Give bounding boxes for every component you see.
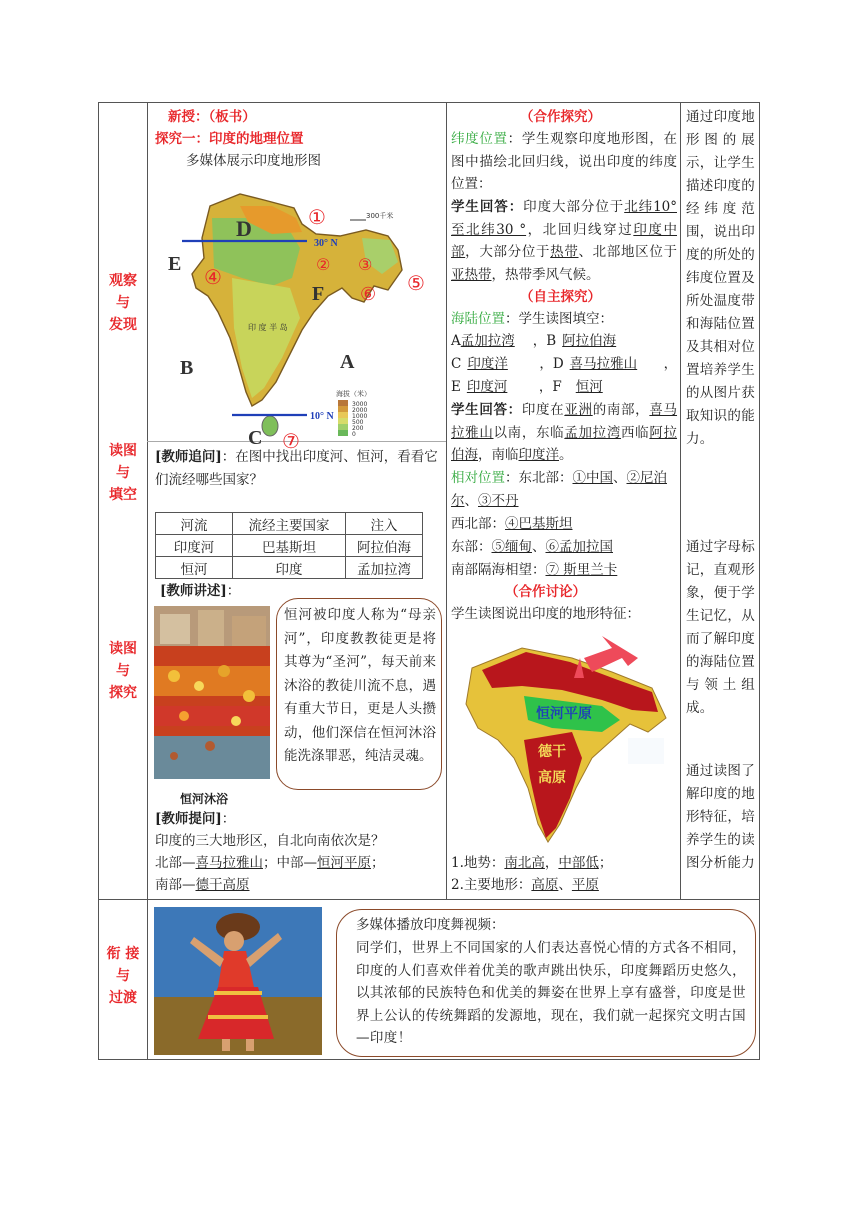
design-note-2: 通过字母标记，直观形象，便于学生记忆，从而了解印度的海陆位置与领土组成。	[686, 539, 755, 716]
terrain-question: 印度的三大地形区，自北向南依次是？	[155, 833, 385, 849]
fill-line-ab: A孟加拉湾 ，B 阿拉伯海	[451, 333, 617, 349]
svg-text:3000: 3000	[352, 401, 368, 408]
stage-label-transition: 衔 接 与 过渡	[106, 946, 140, 1006]
media-show-text: 多媒体展示印度地形图	[186, 153, 321, 169]
terrain-feature-1: 1.地势：南北高，中部低；	[451, 855, 613, 871]
india-terrain-map	[152, 178, 444, 453]
lat-30-label: 30° N	[314, 238, 338, 249]
map-circle-7: ⑦	[282, 429, 300, 453]
relative-position-s: 南部隔海相望：⑦ 斯里兰卡	[451, 562, 618, 578]
relative-position-ne: 相对位置：东北部：①中国、②尼泊尔、③不丹	[451, 470, 667, 509]
col-divider-1	[147, 102, 148, 1060]
teacher-followup: [教师追问]：在图中找出印度河、恒河，看看它们流经哪些国家？	[155, 449, 438, 488]
map-circle-6: ⑥	[360, 284, 377, 305]
relative-position-nw: 西北部：④巴基斯坦	[451, 516, 573, 532]
table-top-border	[98, 102, 760, 103]
map-letter-e: E	[168, 253, 182, 275]
coop-discuss-heading: （合作讨论）	[505, 584, 586, 600]
deccan-label-line: 德干	[538, 744, 566, 760]
ganges-bathing-photo	[154, 606, 270, 779]
map-letter-c: C	[248, 427, 263, 449]
discuss-task: 学生读图说出印度的地形特征：	[451, 606, 640, 622]
table-left-border	[98, 102, 99, 1060]
self-explore-heading: （自主探究）	[520, 289, 601, 305]
map-circle-2: ②	[316, 255, 331, 274]
river-table	[155, 512, 423, 579]
fill-line-ef: E 印度河 ，F 恒河	[451, 379, 603, 395]
india-terrain-regions-map	[452, 628, 674, 850]
map-letter-b: B	[180, 357, 194, 379]
ganges-plain-label: 恒河平原	[536, 706, 592, 722]
stage-label-observe: 观察 与 发现	[109, 273, 137, 333]
ganges-description: 恒河被印度人称为“母亲河”，印度教教徒更是将其尊为“圣河”，每天前来沐浴的教徒川流不息，遇有重大节日，更是人头攒动，他们深信在恒河沐浴能洗涤罪恶，纯洁灵魂。	[284, 607, 436, 764]
col-divider-2	[446, 102, 447, 899]
latitude-position-task: 纬度位置：学生观察印度地形图，在图中描绘北回归线，说出印度的纬度位置：	[451, 131, 678, 192]
svg-text:0: 0	[352, 431, 356, 438]
table-row: 恒河 印度 孟加拉湾	[156, 557, 423, 579]
table-bottom-border	[98, 1059, 760, 1060]
map-letter-a: A	[340, 351, 355, 373]
col-divider-3	[680, 102, 681, 899]
new-lesson-heading: 新授：（板书）	[168, 109, 256, 125]
terrain-answer-south: 南部—德干高原	[155, 877, 250, 893]
map-letter-d: D	[236, 216, 252, 241]
indian-dance-photo	[154, 907, 322, 1055]
plateau-label: 印 度 半 岛	[248, 323, 288, 332]
map-circle-1: ①	[308, 205, 326, 229]
deccan-label-line: 高原	[538, 770, 566, 786]
lat-10-label: 10° N	[310, 411, 334, 422]
dance-intro-text: 同学们，世界上不同国家的人们表达喜悦心情的方式各不相同，印度的人们喜欢伴着优美的歌声跳出快乐，印度舞蹈历史悠久，以其浓郁的民族特色和优美的舞姿在世界上享有盛誉，印度是世界上公认的传统舞蹈的发源地，现在，我们就一起探究文明古国—印度！	[356, 940, 746, 1046]
map-letter-f: F	[312, 283, 325, 305]
terrain-feature-2: 2.主要地形：高原、平原	[451, 877, 599, 893]
inquiry-1-heading: 探究一：印度的地理位置	[155, 131, 304, 147]
river-table-header: 河流 流经主要国家 注入	[156, 513, 423, 535]
svg-text:海拔（米）: 海拔（米）	[336, 390, 371, 398]
design-note-1: 通过印度地形图的展示，让学生描述印度的经纬度范围，说出印度的所处的纬度位置及所处温度带和海陆位置及其相对位置培养学生的从图片获取知识的能力。	[686, 109, 755, 447]
teacher-talk-label: [教师讲述]：	[160, 583, 241, 599]
fill-line-cd: C 印度洋 ，D 喜马拉雅山 ，	[451, 356, 678, 372]
terrain-answer-north-mid: 北部—喜马拉雅山；中部—恒河平原；	[155, 855, 385, 871]
map-circle-5: ⑤	[407, 271, 425, 295]
row-divider	[98, 899, 760, 900]
design-note-3: 通过读图了解印度的地形特征，培养学生的读图分析能力	[686, 763, 755, 871]
scale-label: 300千米	[366, 212, 394, 220]
sea-land-task: 海陆位置：学生读图填空：	[451, 311, 613, 327]
coop-explore-heading: （合作探究）	[520, 109, 601, 125]
svg-text:2000: 2000	[352, 407, 368, 414]
photo-caption: 恒河沐浴	[180, 792, 229, 806]
svg-text:1000: 1000	[352, 413, 368, 420]
svg-text:200: 200	[352, 425, 364, 432]
map-circle-4: ④	[204, 265, 222, 289]
table-right-border	[759, 102, 760, 1060]
stage-label-read-explore: 读图 与 探究	[109, 641, 137, 701]
dance-video-title: 多媒体播放印度舞视频：	[356, 917, 505, 933]
stage-label-read-fill: 读图 与 填空	[109, 443, 137, 503]
relative-position-e: 东部：⑤缅甸、⑥孟加拉国	[451, 539, 613, 555]
latitude-answer: 学生回答：印度大部分位于北纬10° 至北纬30 °，北回归线穿过印度中部，大部分位于热带、北部地区位于亚热带，热带季风气候。	[451, 199, 678, 283]
table-row: 印度河 巴基斯坦 阿拉伯海	[156, 535, 423, 557]
sea-land-answer: 学生回答：印度在亚洲的南部，喜马拉雅山以南，东临孟加拉湾西临阿拉伯海，南临印度洋。	[451, 402, 678, 463]
teacher-ask-label: [教师提问]：	[155, 811, 236, 827]
svg-text:500: 500	[352, 419, 364, 426]
map-circle-3: ③	[358, 255, 373, 274]
